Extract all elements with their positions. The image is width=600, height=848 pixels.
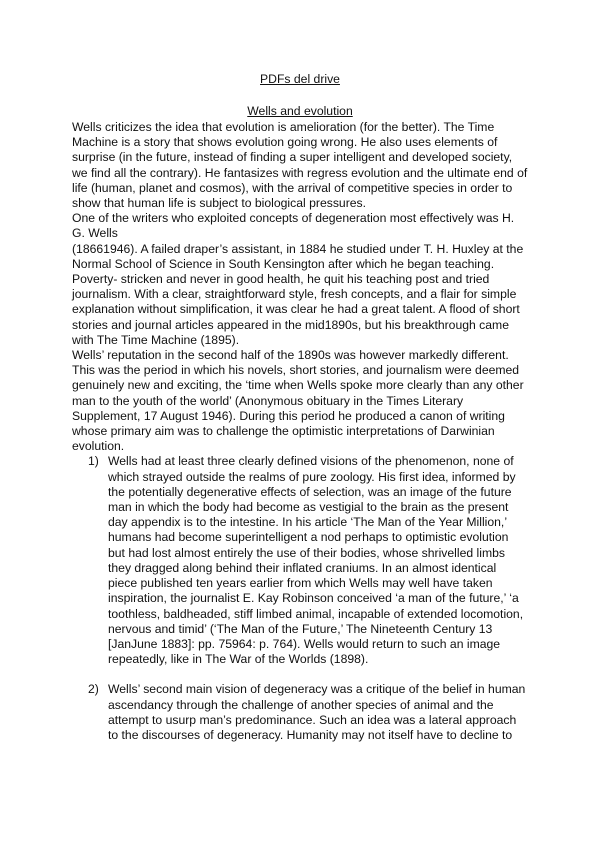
numbered-list <box>72 454 528 743</box>
list-item-text: Wells had at least three clearly defined visions of the phenomenon, none of which strayed outside the realms of pure zoology. His first idea, informed by the potentially degenerative effects of selection, was an image of the future man in which the body had become as vestigial to the brain as the present day appendix is to the intestine. In his article ‘The Man of the Year Million,’ humans had become superintelligent a nod perhaps to optimistic evolution but had lost almost entirely the use of their bodies, whose shrivelled limbs they dragged along behind their inflated craniums. In an almost identical piece published ten years earlier from which Wells may well have taken inspiration, the journalist E. Kay Robinson conceived ‘a man of the future,’ ‘a toothless, baldheaded, stiff limbed animal, incapable of extended locomotion, nervous and timid’ (‘The Man of the Future,’ The Nineteenth Century 13 [JanJune 1883]: pp. 75964: p. 764). Wells would return to such an image repeatedly, like in The War of the Worlds (1898). <box>108 454 524 667</box>
document-body <box>72 120 528 743</box>
list-item-number: 2) <box>88 682 99 697</box>
document-title: PDFs del drive <box>260 72 340 86</box>
list-item <box>72 682 528 743</box>
paragraph: One of the writers who exploited concepts of degeneration most effectively was H. G. Wells <box>72 211 515 241</box>
section-title: Wells and evolution <box>247 104 353 118</box>
list-item-text: Wells’ second main vision of degeneracy was a critique of the belief in human ascendancy through the challenge of another species of animal and the attempt to usurp man’s predominance. Such an idea was a lateral approach to the discourses of degeneracy. Humanity may not itself have to decline to <box>108 682 526 742</box>
paragraph: Wells criticizes the idea that evolution is amelioration (for the better). The Time Machine is a story that shows evolution going wrong. He also uses elements of surprise (in the future, instead of finding a super intelligent and developed society, we find all the contrary). He fantasizes with regress evolution and the ultimate end of life (human, planet and cosmos), with the arrival of competitive species in order to show that human life is subject to biological pressures. <box>72 120 528 211</box>
list-item-number: 1) <box>88 454 99 469</box>
paragraph: (18661946). A failed draper’s assistant, in 1884 he studied under T. H. Huxley at the Normal School of Science in South Kensington after which he began teaching. Poverty- stricken and never in good health, he quit his teaching post and tried journalism. With a clear, straightforward style, fresh concepts, and a flair for simple explanation without simplification, it was clear he had a great talent. A flood of short stories and journal articles appeared in the mid1890s, but his breakthrough came with The Time Machine (1895). <box>72 241 524 347</box>
list-item <box>72 454 528 667</box>
paragraph: Wells’ reputation in the second half of the 1890s was however markedly different. This was the period in which his novels, short stories, and journalism were deemed genuinely new and exciting, the ‘time when Wells spoke more clearly than any other man to the youth of the world’ (Anonymous obituary in the Times Literary Supplement, 17 August 1946). During this period he produced a canon of writing whose primary aim was to challenge the optimistic interpretations of Darwinian evolution. <box>72 348 524 454</box>
